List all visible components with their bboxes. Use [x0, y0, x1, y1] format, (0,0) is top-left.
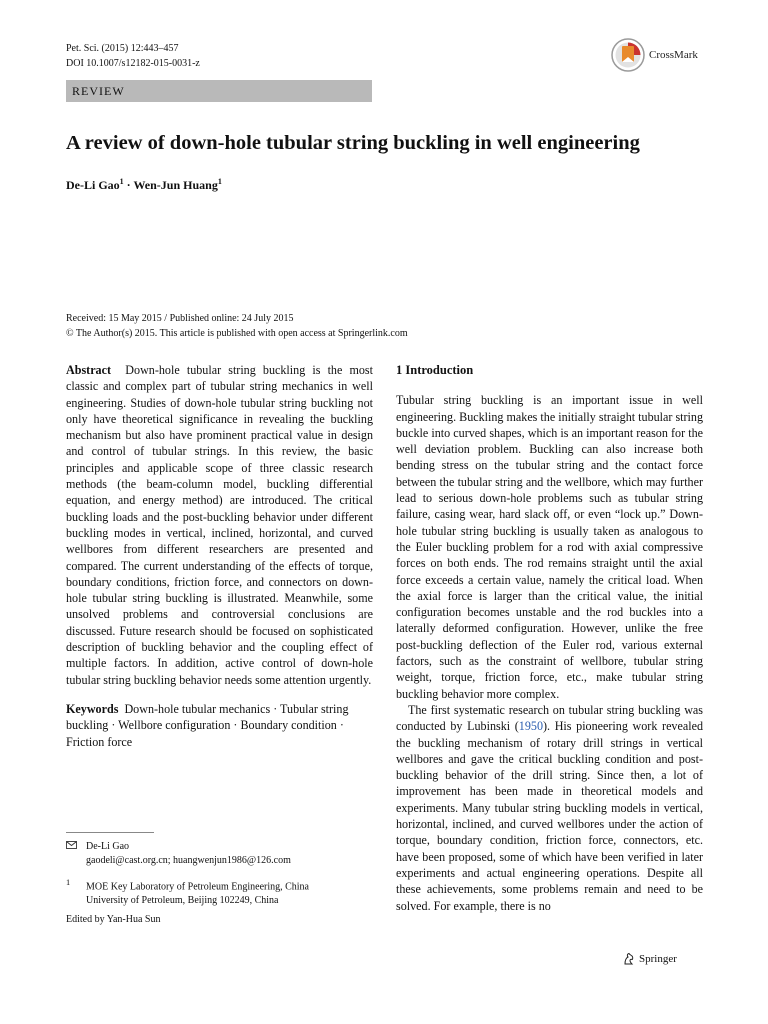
article-title: A review of down-hole tubular string buckling in well engineering [66, 132, 640, 154]
keywords-text: Down-hole tubular mechanics · Tubular string buckling · Wellbore configuration · Boundary condition · Friction force [66, 701, 349, 749]
springer-horse-icon [622, 952, 636, 966]
crossmark-icon [611, 38, 645, 72]
corresponding-author [66, 840, 291, 868]
author-list [66, 177, 222, 193]
affiliation-line-2: University of Petroleum, Beijing 102249, China [86, 895, 279, 907]
editor-note: Edited by Yan-Hua Sun [66, 914, 161, 925]
abstract [66, 362, 373, 688]
publisher-name: Springer [639, 953, 677, 965]
affiliation [66, 876, 309, 908]
crossmark-badge[interactable] [611, 38, 698, 72]
author-name[interactable]: Wen-Jun Huang [133, 178, 218, 192]
intro-paragraph-1: Tubular string buckling is an important issue in well engineering. Buckling makes the initially straight tubular string buckle into curved shapes, which is an important reason for the well deviation problem. Buckling can also increase both bending stress on the tubular string and the contact force between the tubular string and the wellbore, which may further lead to serious down-hole problems such as tubular string failure, casing wear, hard slack off, or even “lock up.” Down-hole tubular string buckling is usually taken as analogous to the Euler buckling problem for a rod with axial compressive forces on both ends. The rod remains straight until the axial force exceeds a certain value, namely the critical load. When the axial force is larger than the critical value, the initial configuration becomes unstable and the rod buckles into a laterally deformed configuration. However, unlike the free post-buckling deflection of the Euler rod, various external factors, such as the constraint of wellbore, tubular string weight, torque, friction force, etc., make tubular string buckling behavior more complex. [396, 393, 703, 701]
section-heading: 1 Introduction [396, 363, 474, 377]
author-separator: · [123, 178, 134, 192]
keywords [66, 701, 373, 750]
citation-link[interactable]: 1950 [518, 719, 543, 734]
crossmark-label: CrossMark [649, 49, 698, 61]
journal-volume-line: Pet. Sci. (2015) 12:443–457 [66, 43, 179, 54]
footnote-divider [66, 832, 154, 833]
journal-citation [66, 41, 200, 71]
right-column [396, 362, 703, 914]
author-name[interactable]: De-Li Gao [66, 178, 120, 192]
article-type-banner: REVIEW [66, 80, 372, 102]
contact-name: De-Li Gao [86, 841, 130, 852]
abstract-text: Down-hole tubular string buckling is the most classic and complex part of tubular string mechanics in well engineering. Studies of down-hole tubular string buckling not only have theoretical significance in revealing the buckling mechanism but also have prominent practical value in design and control of tubular strings. In this review, the basic principles and applicable scope of three classic research methods (the beam-column model, buckling differential equation, and energy method) are introduced. The critical buckling loads and the post-buckling behavior under different buckling modes in vertical, inclined, horizontal, and curved wellbores from different researchers are presented and compared. The current understanding of the effects of torque, boundary conditions, friction force, and connectors on down-hole tubular string buckling is illustrated. Meanwhile, some unsolved problems and controversial conclusions are discussed. Future research should be focused on sophisticated description of buckling behavior and the coupling effect of multiple factors. In addition, active control of down-hole tubular string buckling behavior needs some attention urgently. [66, 363, 374, 687]
affiliation-line-1: MOE Key Laboratory of Petroleum Engineering, China [86, 881, 309, 893]
affiliation-marker: 1 [119, 177, 124, 186]
affiliation-marker: 1 [217, 177, 222, 186]
publication-dates [66, 311, 408, 341]
contact-emails[interactable]: gaodeli@cast.org.cn; huangwenjun1986@126.com [86, 855, 291, 866]
affiliation-number: 1 [66, 878, 71, 887]
abstract-heading: Abstract [66, 363, 112, 377]
received-published-line: Received: 15 May 2015 / Published online: 24 July 2015 [66, 313, 294, 324]
envelope-icon [66, 840, 86, 854]
doi-line[interactable]: DOI 10.1007/s12182-015-0031-z [66, 58, 200, 69]
intro-paragraph-2: The first systematic research on tubular string buckling was conducted by Lubinski (1950). His pioneering work revealed the buckling mechanism of rotary drill strings in vertical wellbores and gave the critical buckling condition and post-buckling behavior of the drill string. Since then, a lot of improvement has been made in theoretical models and experiments. Many tubular string buckling models in vertical, horizontal, inclined, and curved wellbores under the action of torque, boundary condition, friction force, connectors, etc. have been proposed, some of which have been verified in later experiments and actual engineering operations. Despite all these achievements, some problems remain and need to be solved. For example, there is no [396, 702, 703, 913]
keywords-heading: Keywords [66, 701, 119, 716]
copyright-line: © The Author(s) 2015. This article is published with open access at Springerlink.com [66, 328, 408, 339]
left-column [66, 362, 373, 750]
publisher-logo [622, 952, 677, 966]
